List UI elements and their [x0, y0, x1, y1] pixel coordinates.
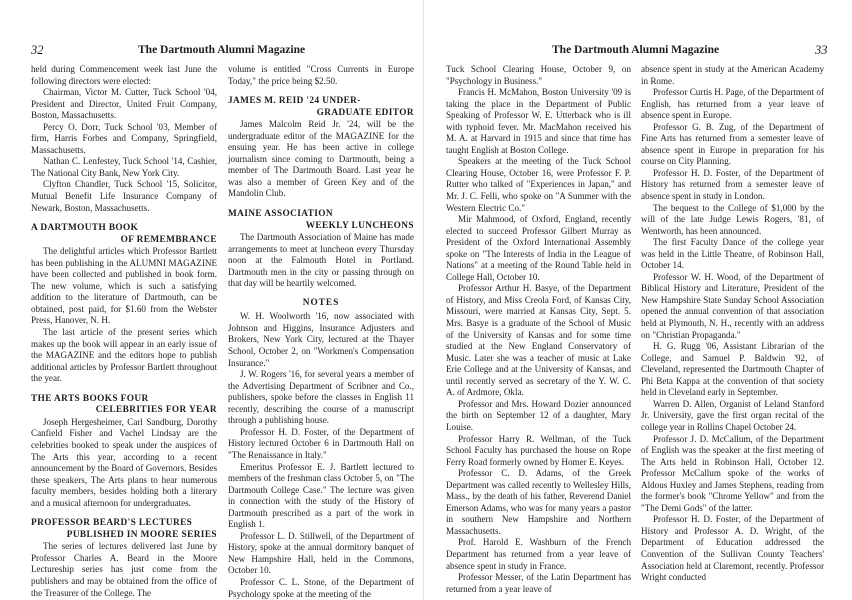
article-heading: WEEKLY LUNCHEONS	[305, 220, 414, 231]
page-number: 32	[31, 43, 44, 57]
running-header: The Dartmouth Alumni Magazine	[552, 44, 720, 56]
note-item: The first Faculty Dance of the college year was held in the Little Theatre, of Robinson Hall, October 14.	[641, 237, 824, 271]
paragraph: Joseph Hergesheimer, Carl Sandburg, Dorothy Canfield Fisher and Vachel Lindsay are the celebrities booked to speak under the auspices of The Arts this year, according to a recent announcement by the Board of Governors. Besides these speakers, The Arts plans to hear numerous faculty members, besides holding both a literary and a musical afternoon for undergraduates.	[31, 416, 217, 508]
note-item: Professor H. D. Foster, of the Department of History has returned from a semester leave of absence spent in study in London.	[641, 167, 824, 202]
note-item: absence spent in study at the American Academy in Rome.	[641, 64, 824, 86]
article-heading: CELEBRITIES FOR YEAR	[95, 405, 217, 416]
article-heading: PROFESSOR BEARD'S LECTURES	[31, 518, 193, 529]
note-item: Professor G. B. Zug, of the Department of Fine Arts has returned from a semester leave of absence spent in Europe in preparation for his course on City Planning.	[641, 121, 824, 167]
paragraph: James Malcolm Reid Jr. '24, will be the undergraduate editor of the MAGAZINE for the ensuing year. He has been active in college journalism since coming to Dartmouth, being a member of The Dartmouth Board. Last year he was also a member of Green Key and of the Mandolin Club.	[228, 119, 414, 199]
note-item: Professor Curtis H. Page, of the Department of English, has returned from a year leave of absence spent in Europe.	[641, 87, 824, 121]
column-2	[228, 64, 414, 600]
paragraph: The Dartmouth Association of Maine has made arrangements to meet at luncheon every Thursday noon at the Falmouth Hotel in Portland. Dartmouth men in the city or passing through on that day will be heartily welcomed.	[228, 232, 414, 289]
director-entry: Chairman, Victor M. Cutter, Tuck School '04, President and Director, United Fruit Company, Boston, Massachusetts.	[31, 87, 217, 121]
running-header: The Dartmouth Alumni Magazine	[138, 44, 306, 56]
director-entry: Clyfton Chandler, Tuck School '15, Solicitor, Mutual Benefit Life Insurance Company of Newark, Boston, Massachusetts.	[31, 179, 217, 213]
director-entry: Nathan C. Lenfestey, Tuck School '14, Cashier, The National City Bank, New York City.	[31, 156, 217, 178]
article-heading: OF REMEMBRANCE	[120, 234, 217, 245]
note-item: Professor L. D. Stillwell, of the Department of History, spoke at the annual dormitory banquet of New Hampshire Hall, held in the Commons, October 10.	[228, 530, 414, 576]
article-heading: JAMES M. REID '24 UNDER-	[228, 96, 361, 107]
paragraph: The series of lectures delivered last June by Professor Charles A. Beard in the Moore Lectureship series has just come from the publishers and may be obtained from the office of the Treasurer of the College. The	[31, 541, 217, 598]
note-item: Francis H. McMahon, Boston University '09 is taking the place in the Department of Public Speaking of Professor W. E. Utterback who is ill with typhoid fever. Mr. MacMahon received his M. A. at Harvard in 1915 and since that time has taught English at Boston College.	[446, 87, 631, 155]
note-item: Professor Arthur H. Basye, of the Department of History, and Miss Creola Ford, of Kansas City, Missouri, were married at Kansas City, Sept. 5. Mrs. Basye is a graduate of the School of Music of the University of Kansas and for some time studied at the New England Conservatory of Music. Later she was a teacher of music at Lake Erie College and at the University of Kansas, and until recently served as secretary of the Y. W. C. A. of Ardmore, Okla.	[446, 283, 631, 398]
article-heading: PUBLISHED IN MOORE SERIES	[66, 529, 217, 540]
director-entry: Percy O. Dorr, Tuck School '03, Member of firm, Harris Forbes and Company, Springfield, Massachusetts.	[31, 121, 217, 155]
note-item: Prof. Harold E. Washburn of the French Department has returned from a year leave of absence spent in study in France.	[446, 537, 631, 571]
note-item: Professor C. L. Stone, of the Department of Psychology spoke at the meeting of the	[228, 576, 414, 599]
note-item: Mir Mahmood, of Oxford, England, recently elected to succeed Professor Gilbert Murray as President of the Oxford International Assembly spoke on "The Interests of India in the League of Nations" at a meeting of the Round Table held in College Hall, October 10.	[446, 214, 631, 282]
column-4	[641, 64, 824, 584]
note-item: Professor H. D. Foster, of the Department of History lectured October 6 in Dartmouth Hall on "The Renaissance in Italy."	[228, 426, 414, 460]
column-1	[31, 64, 217, 599]
note-item: Professor Messer, of the Latin Department has returned from a year leave of	[446, 572, 631, 594]
note-item: Professor J. D. McCallum, of the Department of English was the speaker at the first meeting of The Arts held in Robinson Hall, October 12. Professor McCallum spoke of the works of Aldous Huxley and James Stephens, reading from the former's book "Chrome Yellow" and from the "The Demi Gods" of the latter.	[641, 433, 824, 513]
left-page	[0, 0, 424, 600]
article-heading: A DARTMOUTH BOOK	[31, 223, 139, 234]
note-item: Warren D. Allen, Organist of Leland Stanford Jr. University, gave the first organ recital of the college year in Rollins Chapel October 24.	[641, 398, 824, 432]
page-number: 33	[815, 43, 828, 57]
note-item: J. W. Rogers '16, for several years a member of the Advertising Department of Scribner and Co., publishers, spoke before the classes in English 11 recently, describing the course of a manuscript through a publishing house.	[228, 369, 414, 426]
article-heading: GRADUATE EDITOR	[316, 107, 414, 118]
note-item: Professor Harry R. Wellman, of the Tuck School Faculty has purchased the house on Rope Ferry Road formerly owned by Homer E. Keyes.	[446, 433, 631, 467]
notes-heading: NOTES	[302, 297, 340, 308]
note-item: The bequest to the College of $1,000 by the will of the late Judge Lewis Rogers, '81, of Wentworth, has been announced.	[641, 202, 824, 236]
paragraph: The last article of the present series which makes up the book will appear in an early issue of the MAGAZINE and the editors hope to publish additional articles by Professor Bartlett throughout the year.	[31, 327, 217, 384]
note-item: Tuck School Clearing House, October 9, on "Psychology in Business."	[446, 64, 631, 86]
note-item: Emeritus Professor E. J. Bartlett lectured to members of the freshman class October 5, on "The Dartmouth College Case." The lecture was given in connection with the study of the History of Dartmouth prescribed as a part of the work in English 1.	[228, 461, 414, 530]
paragraph: The delightful articles which Professor Bartlett has been publishing in the ALUMNI MAGAZINE have been collected and published in book form. The new volume, which is such a satisfying addition to the literature of Dartmouth, can be obtained, post paid, for $1.60 from the Webster Press, Hanover, N. H.	[31, 246, 217, 326]
note-item: Professor C. D. Adams, of the Greek Department was called recently to Wellesley Hills, Mass., by the death of his father, Reverend Daniel Emerson Adams, who was for many years a pastor in southern New Hampshire and Northern Massachusetts.	[446, 468, 631, 536]
column-3	[446, 64, 631, 595]
note-item: Speakers at the meeting of the Tuck School Clearing House, October 16, were Professor F. P. Rutter who talked of "Experiences in Japan," and Mr. J. C. Felli, who spoke on "A Summer with the Western Electric Co."	[446, 156, 631, 213]
article-heading: THE ARTS BOOKS FOUR	[31, 393, 149, 404]
note-item: Professor and Mrs. Howard Dozier announced the birth on September 12 of a daughter, Mary Louise.	[446, 398, 631, 432]
paragraph: held during Commencement week last June the following directors were elected:	[31, 64, 217, 86]
paragraph: volume is entitled "Cross Currents in Europe Today," the price being $2.50.	[228, 64, 414, 86]
article-heading: MAINE ASSOCIATION	[228, 209, 334, 220]
right-page	[424, 0, 852, 600]
note-item: H. G. Rugg '06, Assistant Librarian of the College, and Samuel P. Baldwin '92, of Cleveland, represented the Dartmouth Chapter of Phi Beta Kappa at the convention of that society held in Cleveland early in September.	[641, 341, 824, 398]
note-item: Professor W. H. Wood, of the Department of Biblical History and Literature, President of the New Hampshire State Sunday School Association opened the annual convention of that association held at Plymouth, N. H., recently with an address on "Christian Propaganda."	[641, 271, 824, 340]
note-item: W. H. Woolworth '16, now associated with Johnson and Higgins, Insurance Adjusters and Brokers, New York City, lectured at the Thayer School, October 2, on "Workmen's Compensation Insurance."	[228, 311, 414, 368]
note-item: Professor H. D. Foster, of the Department of History and Professor A. D. Wright, of the Department of Education addressed the Convention of the Sullivan County Teachers' Association held at Claremont, recently. Professor Wright conducted	[641, 514, 824, 583]
